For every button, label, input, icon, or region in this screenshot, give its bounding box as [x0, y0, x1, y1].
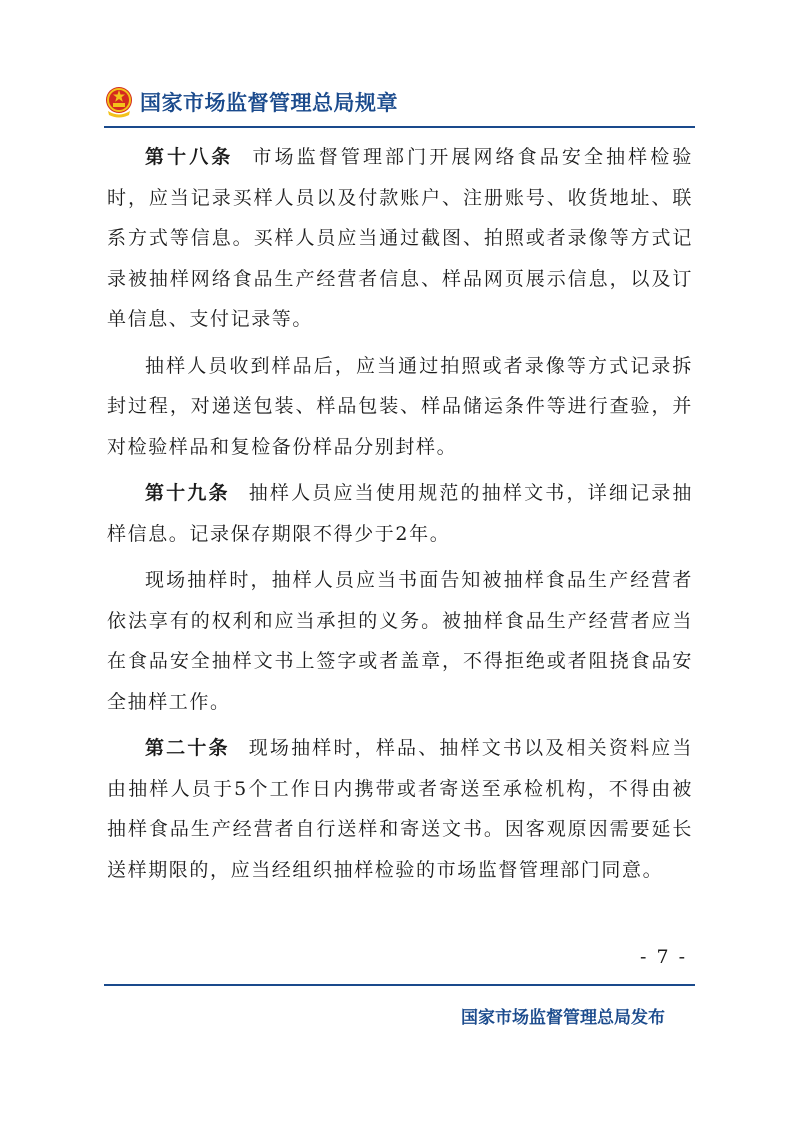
paragraph-article-19 [107, 473, 693, 554]
paragraph-article-19-cont [107, 560, 693, 722]
footer-divider [104, 984, 695, 986]
paragraph-article-18 [107, 137, 693, 340]
page-number: - 7 - [640, 946, 688, 968]
paragraph-text: 现场抽样时，抽样人员应当书面告知被抽样食品生产经营者依法享有的权利和应当承担的义务。被抽样食品生产经营者应当在食品安全抽样文书上签字或者盖章，不得拒绝或者阻挠食品安全抽样工作。 [107, 569, 693, 713]
national-emblem-icon [104, 85, 134, 119]
paragraph-text: 现场抽样时，样品、抽样文书以及相关资料应当由抽样人员于5个工作日内携带或者寄送至承检机构，不得由被抽样食品生产经营者自行送样和寄送文书。因客观原因需要延长送样期限的，应当经组织抽样检验的市场监督管理部门同意。 [107, 737, 693, 881]
paragraph-text: 抽样人员收到样品后，应当通过拍照或者录像等方式记录拆封过程，对递送包装、样品包装、样品储运条件等进行查验，并对检验样品和复检备份样品分别封样。 [107, 354, 693, 458]
document-body [107, 137, 693, 896]
paragraph-article-20 [107, 728, 693, 890]
footer-publisher: 国家市场监督管理总局发布 [461, 1008, 665, 1028]
paragraph-text: 市场监督管理部门开展网络食品安全抽样检验时，应当记录买样人员以及付款账户、注册账号、收货地址、联系方式等信息。买样人员应当通过截图、拍照或者录像等方式记录被抽样网络食品生产经营者信息、样品网页展示信息，以及订单信息、支付记录等。 [107, 146, 693, 330]
article-number: 第十九条 [145, 482, 230, 504]
paragraph-article-18-cont [107, 346, 693, 468]
article-number: 第十八条 [145, 146, 234, 168]
page-header [104, 82, 398, 122]
header-title: 国家市场监督管理总局规章 [140, 91, 398, 115]
header-divider [104, 126, 695, 128]
paragraph-text: 抽样人员应当使用规范的抽样文书，详细记录抽样信息。记录保存期限不得少于2年。 [107, 482, 693, 545]
article-number: 第二十条 [145, 737, 230, 759]
